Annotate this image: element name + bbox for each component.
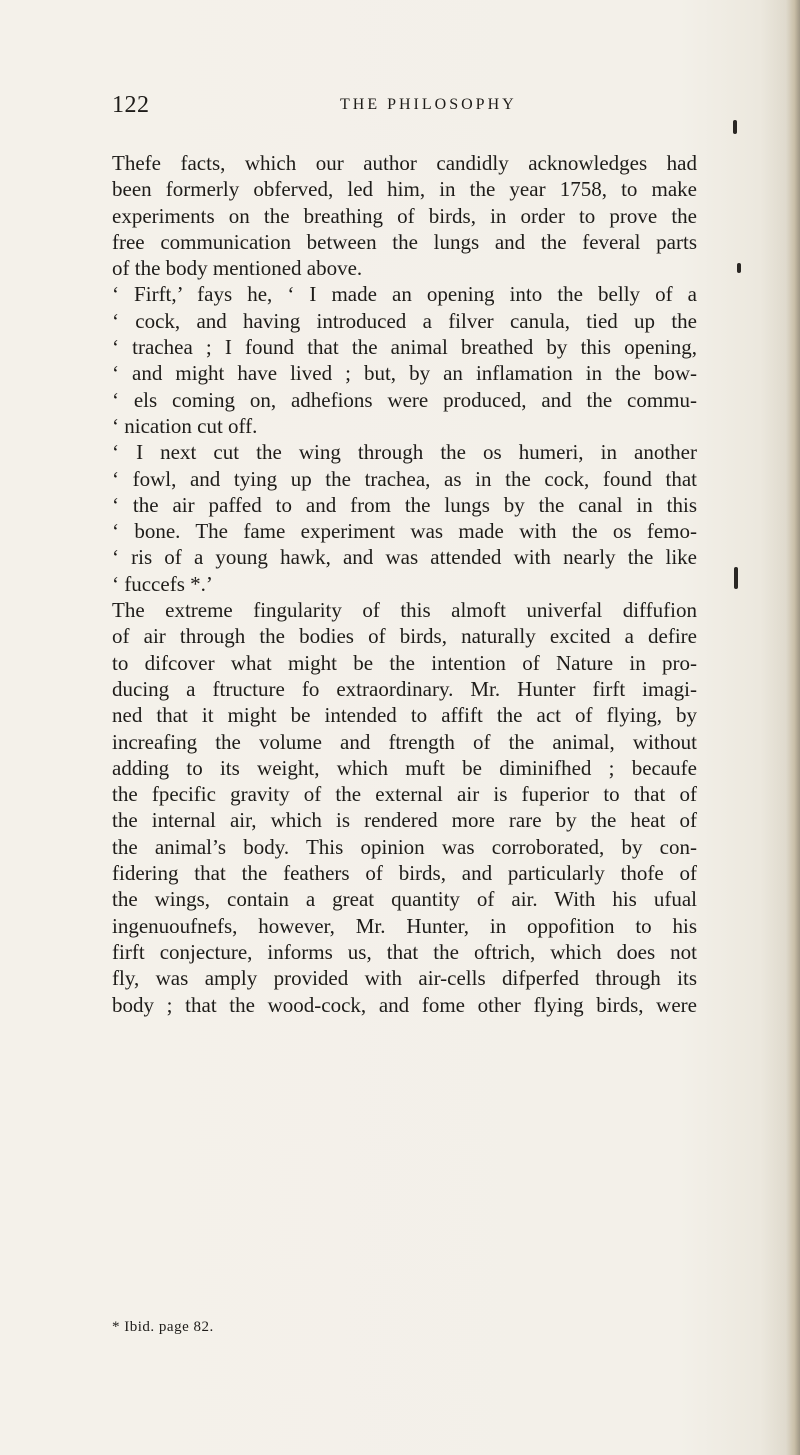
- text-line: the internal air, which is rendered more rare by the heat of: [112, 808, 697, 833]
- margin-speck: [734, 567, 738, 589]
- margin-speck: [737, 263, 741, 273]
- text-line: ‘ and might have lived ; but, by an inflamation in the bow-: [112, 361, 697, 386]
- text-line: ‘ trachea ; I found that the animal breathed by this opening,: [112, 335, 697, 360]
- text-line: the wings, contain a great quantity of air. With his ufual: [112, 887, 697, 912]
- text-line: body ; that the wood-cock, and fome other flying birds, were: [112, 992, 697, 1017]
- text-line: fidering that the feathers of birds, and particularly thofe of: [112, 861, 697, 886]
- text-line: ducing a ftructure fo extraordinary. Mr. Hunter firft imagi-: [112, 676, 697, 701]
- text-line: increafing the volume and ftrength of the animal, without: [112, 729, 697, 754]
- text-line: ‘ cock, and having introduced a filver canula, tied up the: [112, 308, 697, 333]
- margin-speck: [733, 120, 737, 134]
- text-line: firft conjecture, informs us, that the oftrich, which does not: [112, 939, 697, 964]
- body-text: [112, 150, 697, 1018]
- text-line: the animal’s body. This opinion was corroborated, by con-: [112, 834, 697, 859]
- text-line: ‘ Firft,’ fays he, ‘ I made an opening into the belly of a: [112, 282, 697, 307]
- text-line: ingenuoufnefs, however, Mr. Hunter, in oppofition to his: [112, 913, 697, 938]
- running-head: THE PHILOSOPHY: [340, 96, 517, 113]
- text-line: free communication between the lungs and the feveral parts: [112, 229, 697, 254]
- text-line: ‘ els coming on, adhefions were produced, and the commu-: [112, 387, 697, 412]
- page-number: 122: [112, 92, 150, 118]
- text-line: to difcover what might be the intention of Nature in pro-: [112, 650, 697, 675]
- text-line: ‘ fuccefs *.’: [112, 571, 213, 596]
- text-line: of the body mentioned above.: [112, 256, 363, 281]
- page-header: [112, 92, 692, 122]
- page-edge-shadow: [786, 0, 800, 1455]
- text-line: experiments on the breathing of birds, in order to prove the: [112, 203, 697, 228]
- text-line: ned that it might be intended to affift the act of flying, by: [112, 703, 697, 728]
- text-line: ‘ bone. The fame experiment was made with the os femo-: [112, 519, 697, 544]
- text-line: fly, was amply provided with air-cells difperfed through its: [112, 966, 697, 991]
- text-line: Thefe facts, which our author candidly acknowledges had: [112, 151, 697, 175]
- text-line: ‘ nication cut off.: [112, 413, 258, 438]
- text-line: The extreme fingularity of this almoft univerfal diffufion: [112, 598, 697, 623]
- text-line: ‘ the air paffed to and from the lungs by the canal in this: [112, 492, 697, 517]
- text-line: ‘ I next cut the wing through the os humeri, in another: [112, 440, 697, 465]
- footnote: * Ibid. page 82.: [112, 1319, 214, 1335]
- text-line: ‘ fowl, and tying up the trachea, as in the cock, found that: [112, 466, 697, 491]
- text-line: been formerly obferved, led him, in the year 1758, to make: [112, 177, 697, 202]
- text-line: of air through the bodies of birds, naturally excited a defire: [112, 624, 697, 649]
- text-line: adding to its weight, which muft be diminifhed ; becaufe: [112, 755, 697, 780]
- text-line: ‘ ris of a young hawk, and was attended with nearly the like: [112, 545, 697, 570]
- text-line: the fpecific gravity of the external air is fuperior to that of: [112, 782, 697, 807]
